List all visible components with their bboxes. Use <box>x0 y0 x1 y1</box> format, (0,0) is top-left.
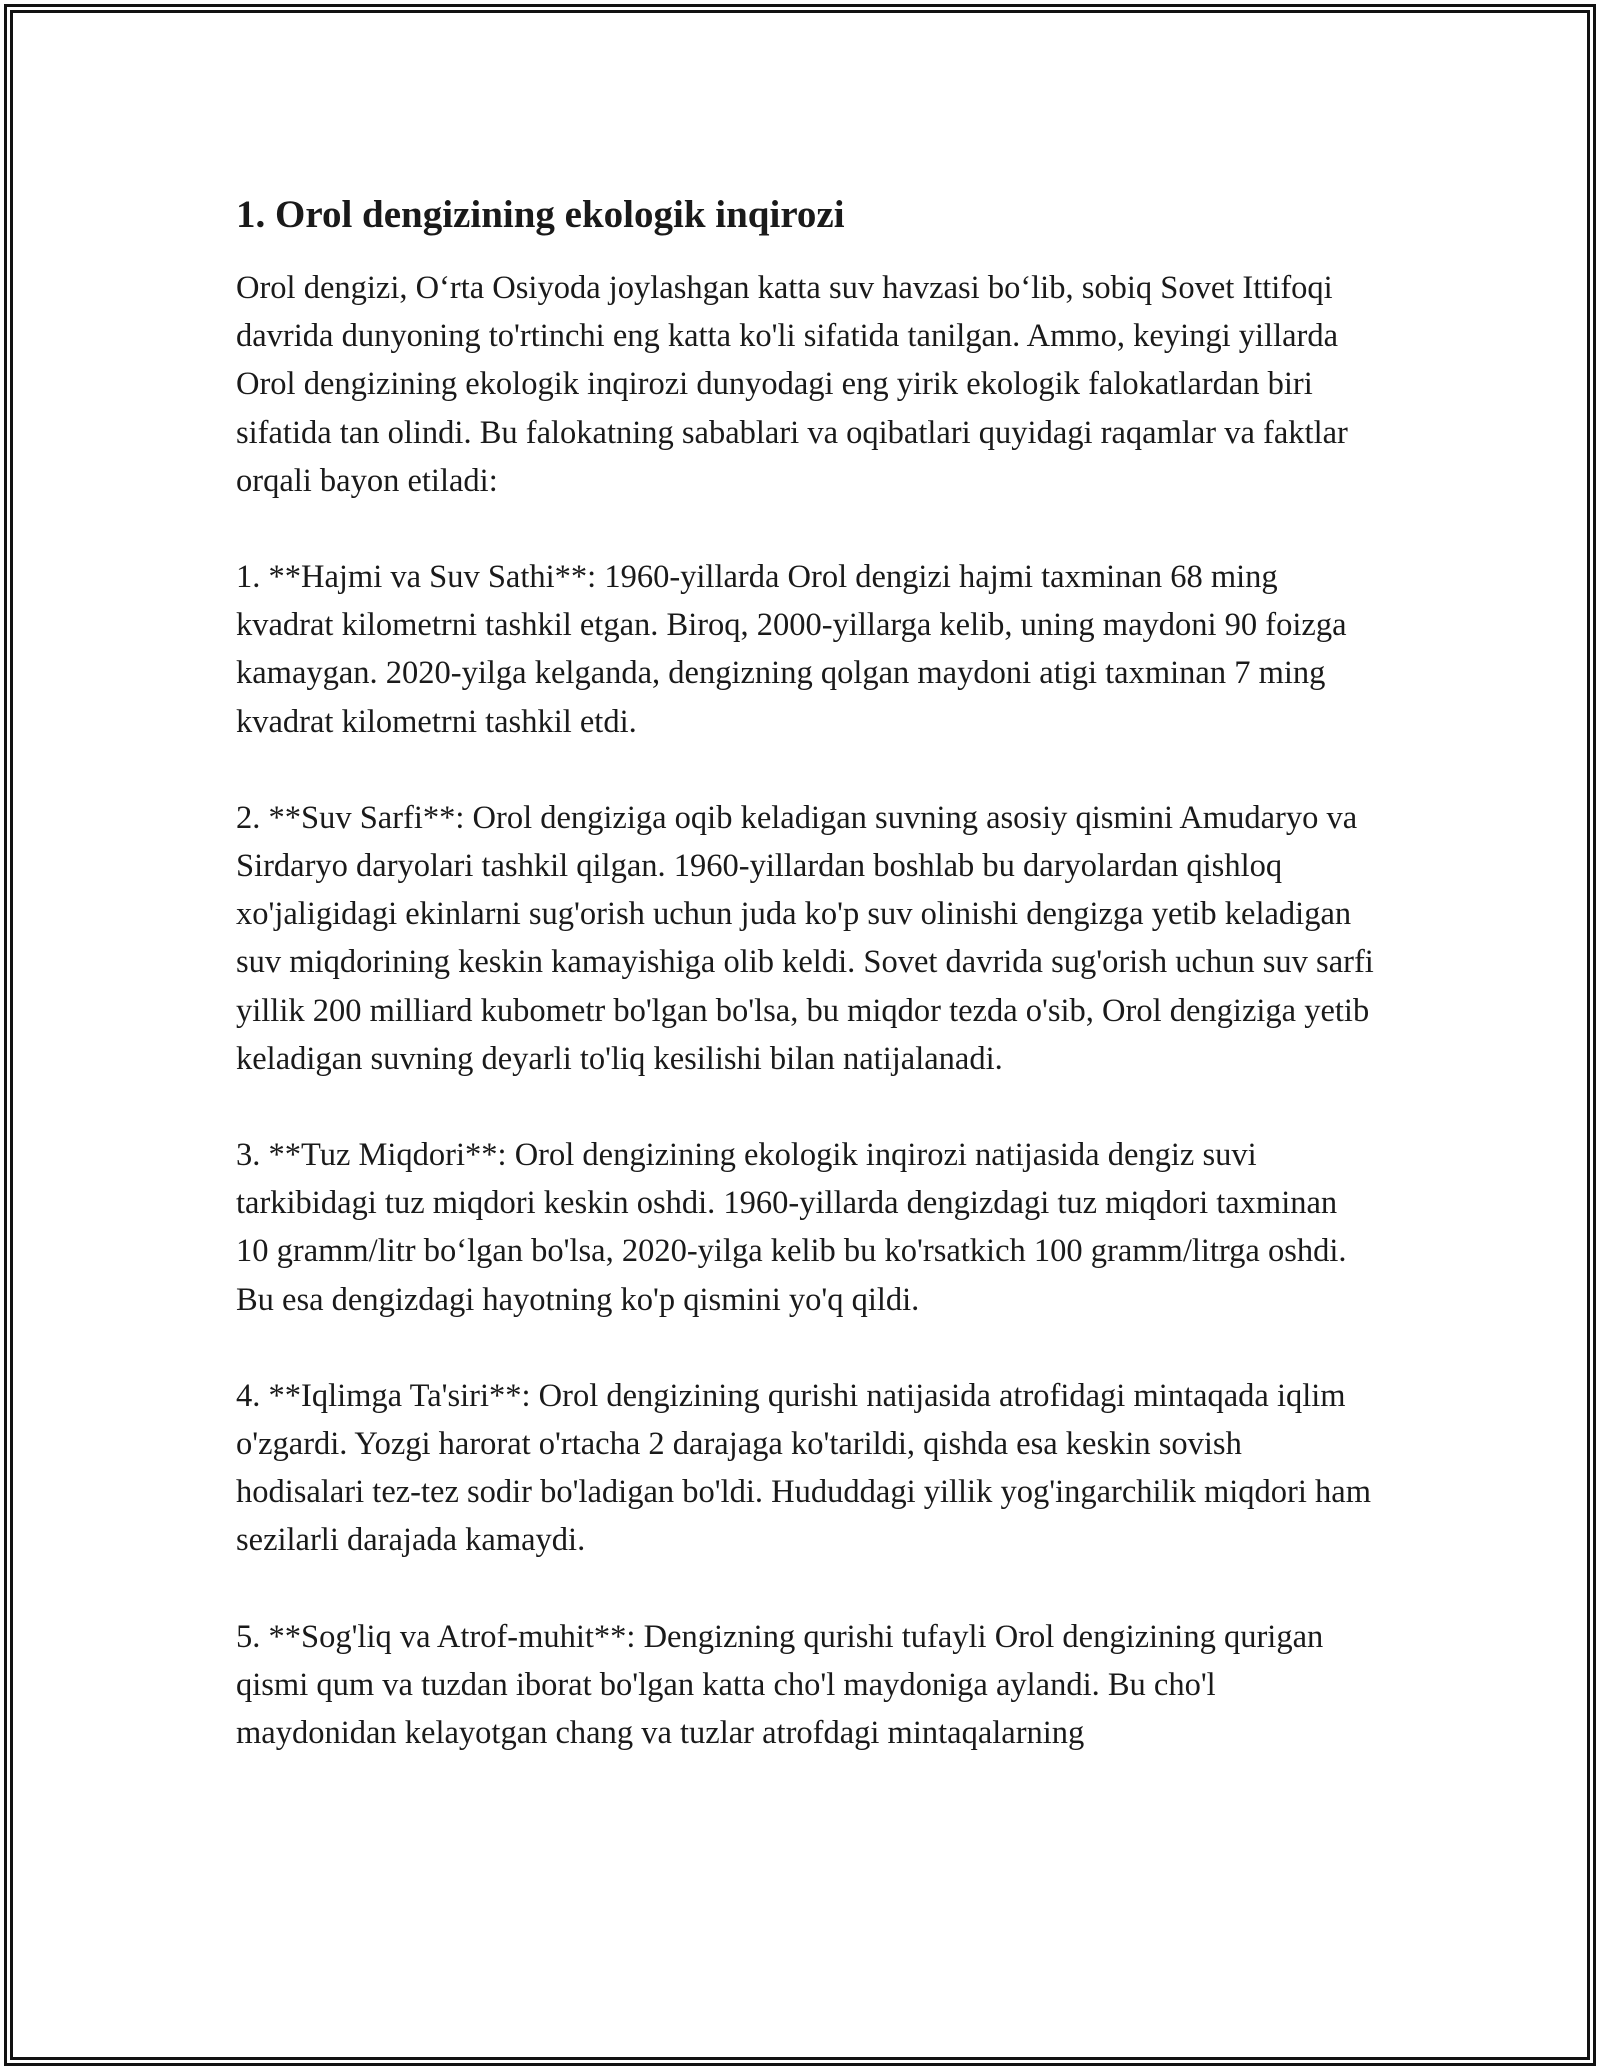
document-title: 1. Orol dengizining ekologik inqirozi <box>236 193 845 236</box>
intro-paragraph: Orol dengizi, O‘rta Osiyoda joylashgan katta suv havzasi bo‘lib, sobiq Sovet Ittifoqi davrida dunyoning to'rtinchi eng katta ko'li sifatida tanilgan. Ammo, keyingi yillarda Orol dengizining ekologik inqirozi dunyodagi eng yirik ekologik falokatlardan biri sifatida tan olindi. Bu falokatning sabablari va oqibatlari quyidagi raqamlar va faktlar orqali bayon etiladi: <box>236 270 1348 499</box>
paragraph-health-environment: 5. **Sog'liq va Atrof-muhit**: Dengizning qurishi tufayli Orol dengizining qurigan qismi qum va tuzdan iborat bo'lgan katta cho'l maydoniga aylandi. Bu cho'l maydonidan kelayotgan chang va tuzlar atrofdagi mintaqalarning <box>236 1618 1324 1752</box>
paragraph-water-consumption: 2. **Suv Sarfi**: Orol dengiziga oqib keladigan suvning asosiy qismini Amudaryo va Sirdaryo daryolari tashkil qilgan. 1960-yillardan boshlab bu daryolardan qishloq xo'jaligidagi ekinlarni sug'orish uchun juda ko'p suv olinishi dengizga yetib keladigan suv miqdorining keskin kamayishiga olib keldi. Sovet davrida sug'orish uchun suv sarfi yillik 200 milliard kubometr bo'lgan bo'lsa, bu miqdor tezda o'sib, Orol dengiziga yetib keladigan suvning deyarli to'liq kesilishi bilan natijalanadi. <box>236 799 1374 1077</box>
paragraph-volume-water-level: 1. **Hajmi va Suv Sathi**: 1960-yillarda Orol dengizi hajmi taxminan 68 ming kvadrat kilometrni tashkil etgan. Biroq, 2000-yillarga kelib, uning maydoni 90 foizga kamaygan. 2020-yilga kelganda, dengizning qolgan maydoni atigi taxminan 7 ming kvadrat kilometrni tashkil etdi. <box>236 559 1347 740</box>
paragraph-salt-content: 3. **Tuz Miqdori**: Orol dengizining ekologik inqirozi natijasida dengiz suvi tarkibidagi tuz miqdori keskin oshdi. 1960-yillarda dengizdagi tuz miqdori taxminan 10 gramm/litr bo‘lgan bo'lsa, 2020-yilga kelib bu ko'rsatkich 100 gramm/litrga oshdi. Bu esa dengizdagi hayotning ko'p qismini yo'q qildi. <box>236 1137 1347 1318</box>
document-body <box>236 188 1376 1757</box>
paragraph-climate-impact: 4. **Iqlimga Ta'siri**: Orol dengizining qurishi natijasida atrofidagi mintaqada iqlim o'zgardi. Yozgi harorat o'rtacha 2 darajaga ko'tarildi, qishda esa keskin sovish hodisalari tez-tez sodir bo'ladigan bo'ldi. Hududdagi yillik yog'ingarchilik miqdori ham sezilarli darajada kamaydi. <box>236 1377 1371 1559</box>
